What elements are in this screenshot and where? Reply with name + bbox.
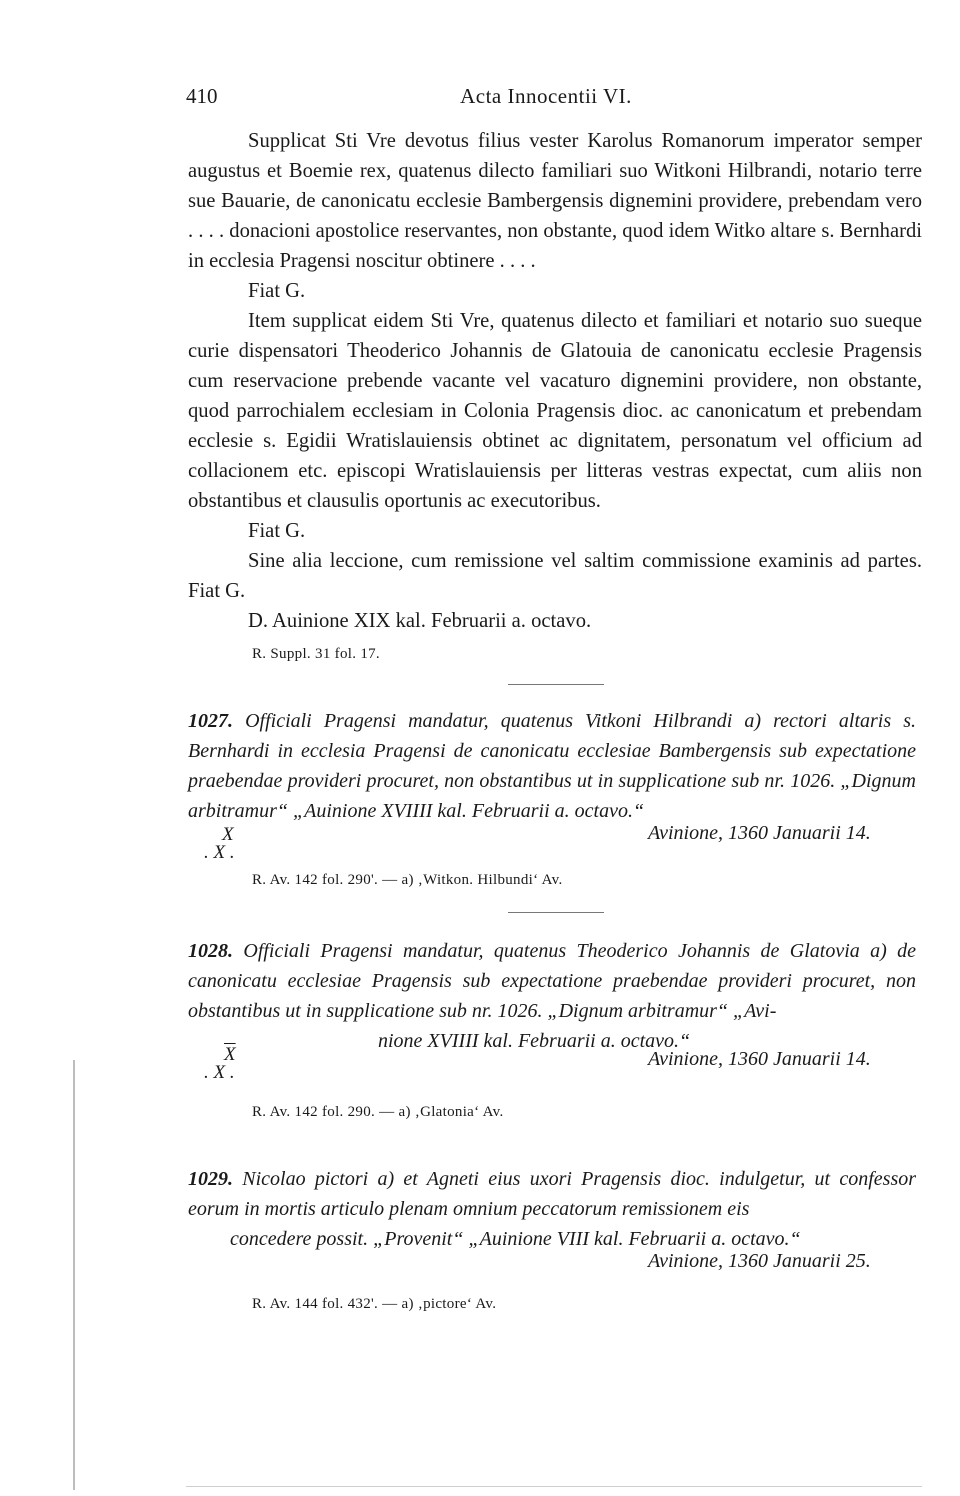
entry-date: Avinione, 1360 Januarii 14. — [648, 822, 871, 844]
mark-bottom: . X . — [204, 1062, 235, 1083]
entry-text: Nicolao pictori a) et Agneti eius uxori Pragensis dioc. indulgetur, ut confessor eorum in mortis articulo plenam omnium peccatorum remissionem eis — [188, 1168, 917, 1220]
supplication-block — [188, 126, 922, 636]
dated-line: D. Auinione XIX kal. Februarii a. octavo. — [248, 610, 592, 632]
mark-top: $\overline{X}$ — [224, 1044, 236, 1065]
entry-number: 1028. — [188, 940, 233, 962]
supplication-paragraph-3: Sine alia leccione, cum remissione vel saltim commissione examinis ad partes. Fiat G. — [188, 550, 922, 602]
page-number: 410 — [186, 84, 218, 108]
supplication-paragraph-1: Supplicat Sti Vre devotus filius vester Karolus Romanorum imperator semper augustus et Boemie rex, quatenus dilecto familiari suo Witkoni Hilbrandi, notario terre sue Bauarie, de canonicatu ecclesie Bambergensis dignemini providere, prebendam vero . . . . donacioni apostolice reservantes, non obstante, quod idem Witko altare s. Bernhardi in ecclesia Pragensi noscitur obtinere . . . . — [188, 130, 922, 272]
entry-date: Avinione, 1360 Januarii 14. — [648, 1048, 871, 1070]
entry-text-continuation: concedere possit. „Provenit“ „Auinione VIII kal. Februarii a. octavo.“ — [230, 1228, 801, 1250]
section-divider — [508, 684, 604, 685]
entry-source-note: R. Av. 144 fol. 432'. — a) ‚pictore‘ Av. — [252, 1296, 497, 1312]
entry-text: Officiali Pragensi mandatur, quatenus Vitkoni Hilbrandi a) rectori altaris s. Bernhardi in ecclesia Pragensi de canonicatu ecclesiae Bambergensis sub expectatione praebendae provideri procuret, non obstantibus ut in supplicatione sub nr. 1026. „Dignum arbitramur“ „Auinione XVIIII kal. Februarii a. octavo.“ — [188, 710, 916, 822]
entry-number: 1027. — [188, 710, 233, 732]
register-mark — [204, 826, 235, 862]
section-divider — [508, 912, 604, 913]
entry-1028 — [188, 936, 916, 1056]
entry-1027 — [188, 706, 916, 826]
entry-source-note: R. Av. 142 fol. 290'. — a) ‚Witkon. Hilbundi‘ Av. — [252, 872, 563, 888]
supplication-source-note: R. Suppl. 31 fol. 17. — [252, 646, 380, 662]
page-header — [186, 84, 906, 114]
fiat-line-2: Fiat G. — [248, 520, 306, 542]
supplication-paragraph-2: Item supplicat eidem Sti Vre, quatenus dilecto et familiari et notario suo sueque curie dispensatori Theoderico Johannis de Glatouia de canonicatu ecclesie Pragensis cum reservacione prebende vacante vel vacaturo dignemini providere, non obstante, quod parrochialem ecclesiam in Colonia Pragensis dioc. ac canonicatum et prebendam ecclesie s. Egidii Wratislauiensis obtinet ac dignitatem, personatum vel officium ad collacionem etc. episcopi Wratislauiensis per litteras vestras expectat, cum aliis non obstantibus et clausulis oportunis ac executoribus. — [188, 310, 922, 512]
fiat-line-1: Fiat G. — [248, 280, 306, 302]
entry-1029 — [188, 1164, 916, 1254]
scan-margin-line — [73, 1060, 75, 1490]
entry-date: Avinione, 1360 Januarii 25. — [648, 1250, 871, 1272]
register-mark — [204, 1046, 236, 1082]
entry-number: 1029. — [188, 1168, 233, 1190]
mark-bottom: . X . — [204, 842, 235, 863]
entry-text: Officiali Pragensi mandatur, quatenus Theoderico Johannis de Glatovia a) de canonicatu ecclesiae Pragensis sub expectatione praebendae provideri procuret, non obstantibus ut in supplicatione sub nr. 1026. „Dignum arbitramur“ „Avi- — [188, 940, 917, 1022]
running-head: Acta Innocentii VI. — [460, 84, 632, 108]
scan-bottom-edge — [186, 1486, 922, 1487]
entry-text-continuation: nione XVIIII kal. Februarii a. octavo.“ — [378, 1030, 691, 1052]
entry-source-note: R. Av. 142 fol. 290. — a) ‚Glatonia‘ Av. — [252, 1104, 504, 1120]
mark-top: X — [222, 824, 234, 845]
